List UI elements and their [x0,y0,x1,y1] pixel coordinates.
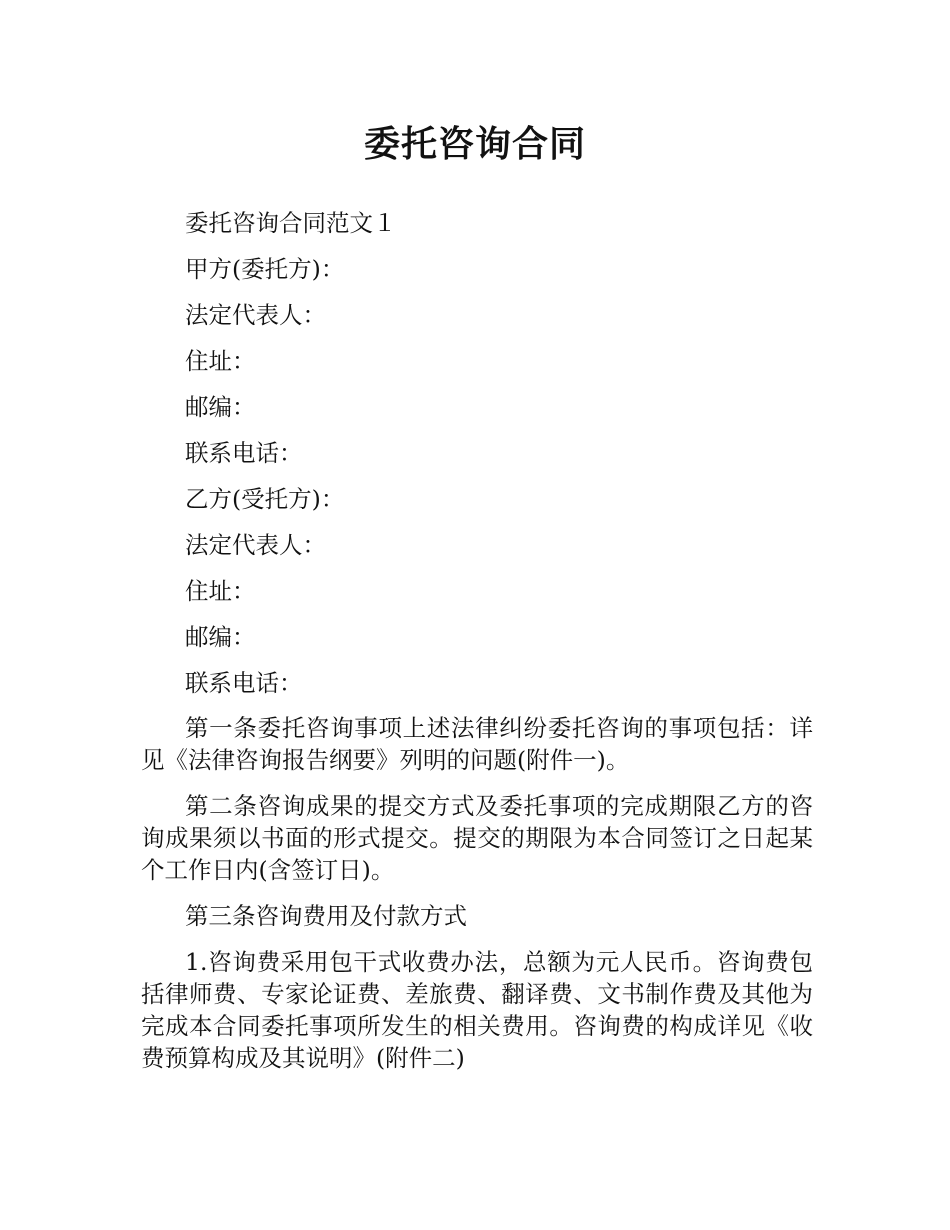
clause-3-item-1: 1.咨询费采用包干式收费办法，总额为元人民币。咨询费包括律师费、专家论证费、差旅费、翻译费、文书制作费及其他为完成本合同委托事项所发生的相关费用。咨询费的构成详见《收费预算构成及其说明》(附件二) [141,948,813,1072]
party-a-label: 甲方(委托方)： [185,255,345,283]
party-b-address: 住址： [185,577,256,605]
party-a-address: 住址： [185,347,256,375]
party-b-representative: 法定代表人： [185,531,326,559]
party-a-phone: 联系电话： [185,439,303,467]
document-body [141,200,813,1088]
party-b-label: 乙方(受托方)： [185,485,345,513]
party-b-phone: 联系电话： [185,669,303,697]
party-a-postcode: 邮编： [185,393,256,421]
clause-1: 第一条委托咨询事项上述法律纠纷委托咨询的事项包括：详见《法律咨询报告纲要》列明的问题(附件一)。 [141,714,813,774]
party-b-postcode: 邮编： [185,623,256,651]
clause-3-heading: 第三条咨询费用及付款方式 [185,902,467,930]
clause-2: 第二条咨询成果的提交方式及委托事项的完成期限乙方的咨询成果须以书面的形式提交。提交的期限为本合同签订之日起某个工作日内(含签订日)。 [141,792,813,884]
document-subtitle: 委托咨询合同范文１ [185,209,397,237]
document-title: 委托咨询合同 [363,124,586,165]
party-a-representative: 法定代表人： [185,301,326,329]
